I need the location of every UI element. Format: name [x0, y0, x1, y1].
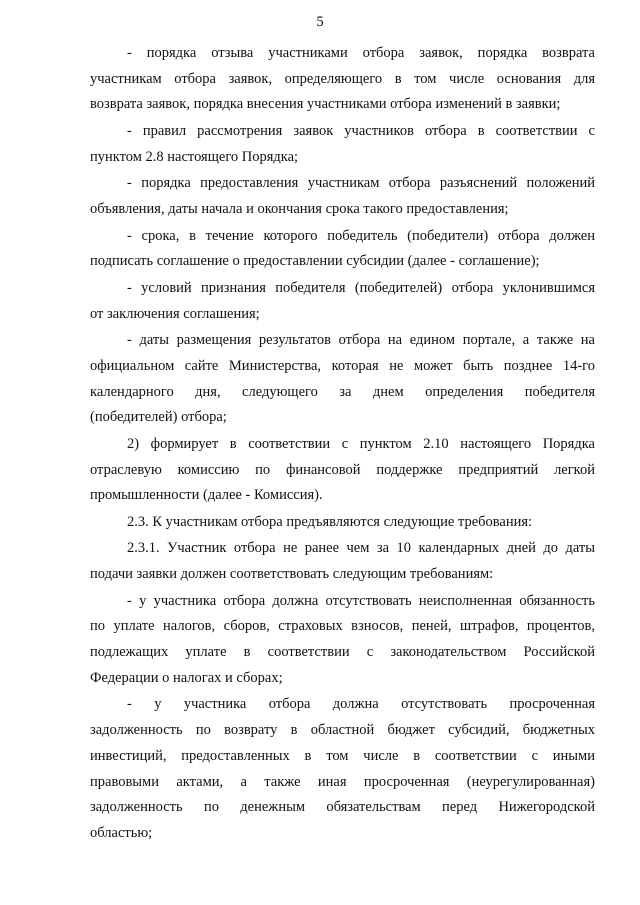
paragraph-line: - у участника отбора должна отсутствовать просроченная [127, 696, 595, 713]
paragraph-line: - у участника отбора должна отсутствовать неисполненная обязанность [127, 592, 595, 609]
paragraph-line: - порядка отзыва участниками отбора заявок, порядка возврата [127, 45, 595, 61]
paragraph-line: - условий признания победителя (победителей) отбора уклонившимся [127, 279, 595, 296]
paragraph [90, 119, 595, 170]
paragraph-line: - порядка предоставления участникам отбора разъяснений положений [127, 175, 595, 192]
paragraph-line: объявления, даты начала и окончания срока такого предоставления; [90, 201, 509, 217]
paragraph-line: календарного дня, следующего за днем определения победителя [90, 383, 595, 400]
paragraph-line: - правил рассмотрения заявок участников отбора в соответствии с [127, 123, 595, 139]
paragraph-line: задолженность по денежным обязательствам перед Нижегородской [90, 799, 595, 816]
paragraph [90, 224, 595, 275]
paragraph [90, 276, 595, 327]
paragraph-line: официальном сайте Министерства, которая не может быть позднее 14-го [90, 357, 595, 374]
paragraph-line: - даты размещения результатов отбора на едином портале, а также на [127, 332, 595, 349]
paragraph-line: инвестиций, предоставленных в том числе в соответствии с иными [90, 747, 595, 764]
paragraph [90, 510, 595, 536]
paragraph-line: 2.3. К участникам отбора предъявляются следующие требования: [127, 513, 533, 530]
paragraph [90, 589, 595, 692]
paragraph [90, 432, 595, 509]
page-number: 5 [316, 14, 324, 30]
paragraph-line: (победителей) отбора; [90, 409, 227, 426]
paragraph [90, 536, 595, 587]
paragraph-line: промышленности (далее - Комиссия). [90, 487, 323, 504]
paragraph [90, 328, 595, 431]
paragraph-line: от заключения соглашения; [90, 305, 260, 322]
paragraph-line: участникам отбора заявок, определяющего в том числе основания для [90, 70, 595, 87]
paragraph-line: 2.3.1. Участник отбора не ранее чем за 10 календарных дней до даты [127, 540, 595, 557]
paragraph-line: пунктом 2.8 настоящего Порядка; [90, 148, 299, 165]
paragraph-line: 2) формирует в соответствии с пунктом 2.10 настоящего Порядка [127, 435, 595, 452]
paragraph-line: Федерации о налогах и сборах; [90, 669, 283, 686]
paragraph-line: правовыми актами, а также иная просроченная (неурегулированная) [90, 773, 595, 790]
paragraph [90, 171, 595, 222]
paragraph-line: отраслевую комиссию по финансовой поддержке предприятий легкой [90, 461, 595, 478]
paragraph-line: областью; [90, 825, 153, 841]
paragraph-line: подачи заявки должен соответствовать следующим требованиям: [90, 566, 494, 583]
paragraph-line: возврата заявок, порядка внесения участниками отбора изменений в заявки; [90, 96, 561, 113]
paragraph-line: подлежащих уплате в соответствии с законодательством Российской [90, 644, 595, 661]
paragraph-line: подписать соглашение о предоставлении субсидии (далее - соглашение); [90, 253, 540, 270]
document-body [90, 41, 595, 847]
paragraph [90, 692, 595, 846]
paragraph-line: - срока, в течение которого победитель (победители) отбора должен [127, 227, 595, 244]
paragraph [90, 41, 595, 118]
paragraph-line: по уплате налогов, сборов, страховых взносов, пеней, штрафов, процентов, [90, 618, 595, 635]
paragraph-line: задолженность по возврату в областной бюджет субсидий, бюджетных [90, 722, 595, 739]
